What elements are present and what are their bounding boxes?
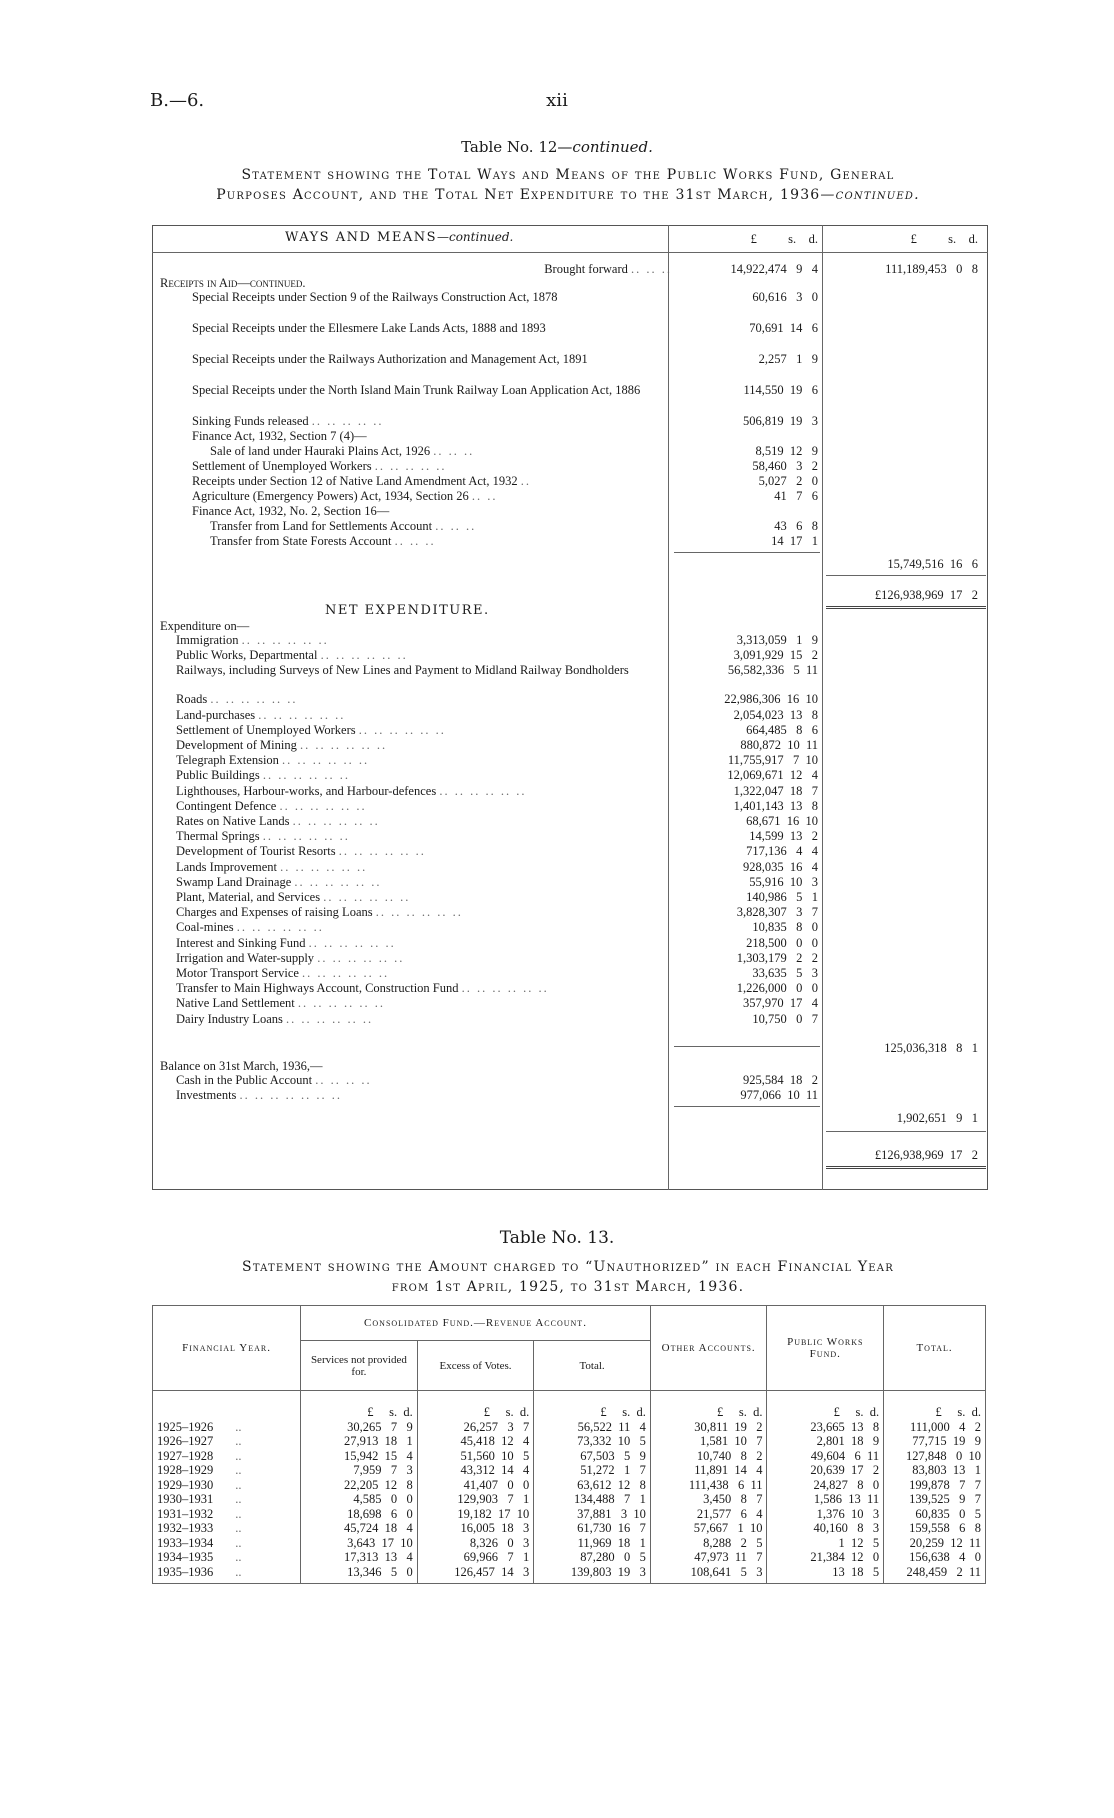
public-works-cell: 13 18 5	[767, 1565, 884, 1584]
receipt-label: Special Receipts under Section 9 of the Railways Construction Act, 1878	[192, 290, 558, 304]
total-cell: 156,638 4 0	[884, 1550, 986, 1565]
expenditure-amount: 55,916 10 3	[749, 874, 818, 889]
currency-header-col-2: £ s. d.	[910, 232, 978, 246]
year-text: 1935–1936	[157, 1564, 214, 1579]
expenditure-amount: 11,755,917 7 10	[727, 753, 818, 768]
grand-total-1-double-rule	[826, 606, 986, 609]
total-cell: 127,848 0 10	[884, 1449, 986, 1464]
expenditure-subtotal-rule	[674, 1046, 820, 1047]
table-row	[153, 1463, 986, 1478]
unit-cell: £ s. d.	[650, 1391, 767, 1420]
total-cell: 83,803 13 1	[884, 1463, 986, 1478]
expenditure-amount: 68,671 16 10	[746, 814, 818, 828]
table-12-divider-1	[668, 225, 669, 1190]
expenditure-amount: 22,986,306 16 10	[724, 692, 818, 707]
receipt-label: Finance Act, 1932, No. 2, Section 16—	[192, 504, 390, 518]
expenditure-label: Telegraph Extension .. .. .. .. .. ..	[176, 753, 370, 768]
document-reference: B.—6.	[150, 90, 205, 111]
excess-cell: 45,418 12 4	[417, 1434, 534, 1449]
col-other-accounts: Other Accounts.	[650, 1306, 767, 1391]
other-accounts-cell: 57,667 1 10	[650, 1521, 767, 1536]
public-works-cell: 1,376 10 3	[767, 1507, 884, 1522]
table-12-statement-line-2-text: Purposes Account, and the Total Net Expenditure to the 31st March, 1936	[216, 187, 821, 203]
year-cell: 1930–1931 ..	[153, 1492, 301, 1507]
receipt-label-text: Agriculture (Emergency Powers) Act, 1934, Section 26	[192, 489, 469, 503]
brought-forward-text: Brought forward	[544, 262, 628, 276]
expenditure-label-text: Native Land Settlement	[176, 996, 295, 1011]
year-text: 1934–1935	[157, 1550, 214, 1564]
services-cell: 22,205 12 8	[301, 1478, 418, 1493]
receipt-amount: 8,519 12 9	[755, 444, 818, 458]
table-12-header-rule	[152, 252, 988, 253]
other-accounts-cell: 1,581 10 7	[650, 1434, 767, 1449]
receipt-label-text: Settlement of Unemployed Workers	[192, 459, 372, 473]
table-row	[153, 1507, 986, 1522]
ways-and-means-heading	[285, 230, 513, 245]
receipt-amount: 2,257 1 9	[758, 352, 818, 366]
table-row	[153, 1478, 986, 1493]
expenditure-amount: 10,750 0 7	[752, 1011, 818, 1026]
expenditure-amount: 1,226,000 0 0	[736, 981, 818, 996]
total-cell: 199,878 7 7	[884, 1478, 986, 1493]
receipts-in-aid-heading: Receipts in Aid—continued.	[160, 276, 306, 290]
receipt-amount: 114,550 19 6	[743, 383, 818, 397]
table-row	[153, 1492, 986, 1507]
total-cf-cell: 37,881 3 10	[534, 1507, 651, 1522]
page-number: xii	[546, 90, 568, 111]
expenditure-label-text: Contingent Defence	[176, 798, 277, 813]
total-cf-cell: 61,730 16 7	[534, 1521, 651, 1536]
expenditure-amount: 218,500 0 0	[746, 935, 818, 950]
receipt-amount: 14 17 1	[771, 534, 818, 548]
balance-heading: Balance on 31st March, 1936,—	[160, 1059, 323, 1073]
other-accounts-cell: 11,891 14 4	[650, 1463, 767, 1478]
balance-subtotal-rule	[674, 1106, 820, 1107]
balance-amount: 925,584 18 2	[743, 1073, 818, 1087]
receipt-label: Settlement of Unemployed Workers .. .. .. .. ..	[192, 459, 447, 473]
other-accounts-cell: 47,973 11 7	[650, 1550, 767, 1565]
table-row	[153, 1521, 986, 1536]
year-text: 1932–1933	[157, 1521, 214, 1535]
expenditure-label: Lighthouses, Harbour-works, and Harbour-defences .. .. .. .. .. ..	[176, 783, 527, 798]
total-cf-cell: 134,488 7 1	[534, 1492, 651, 1507]
services-cell: 13,346 5 0	[301, 1565, 418, 1584]
excess-cell: 8,326 0 3	[417, 1536, 534, 1551]
grand-total-1: £126,938,969 17 2	[874, 588, 978, 602]
table-13-title: Table No. 13.	[499, 1228, 615, 1248]
expenditure-label-text: Dairy Industry Loans	[176, 1011, 283, 1026]
expenditure-amount: 14,599 13 2	[749, 829, 818, 844]
receipt-label: Transfer from State Forests Account .. .. ..	[210, 534, 436, 548]
expenditure-label: Land-purchases .. .. .. .. .. ..	[176, 707, 346, 722]
expenditure-label-text: Lands Improvement	[176, 859, 278, 874]
services-cell: 15,942 15 4	[301, 1449, 418, 1464]
expenditure-label: Charges and Expenses of raising Loans .. .. .. .. .. ..	[176, 905, 463, 920]
expenditure-label-text: Public Works, Departmental	[176, 648, 318, 663]
expenditure-amount: 10,835 8 0	[752, 920, 818, 935]
year-cell: 1931–1932 ..	[153, 1507, 301, 1522]
expenditure-label: Coal-mines .. .. .. .. .. ..	[176, 920, 324, 935]
excess-cell: 26,257 3 7	[417, 1420, 534, 1435]
year-text: 1930–1931	[157, 1492, 214, 1506]
total-cf-cell: 56,522 11 4	[534, 1420, 651, 1435]
receipt-label: Special Receipts under the Ellesmere Lake Lands Acts, 1888 and 1893	[192, 321, 546, 335]
public-works-cell: 40,160 8 3	[767, 1521, 884, 1536]
year-cell: 1932–1933 ..	[153, 1521, 301, 1536]
receipt-label: Agriculture (Emergency Powers) Act, 1934, Section 26 .. ..	[192, 489, 498, 503]
balance-total: 1,902,651 9 1	[896, 1111, 978, 1125]
balance-label: Investments .. .. .. .. .. .. ..	[176, 1088, 343, 1102]
expenditure-amount: 3,313,059 1 9	[736, 633, 818, 647]
year-cell: 1927–1928 ..	[153, 1449, 301, 1464]
year-cell: 1934–1935 ..	[153, 1550, 301, 1565]
other-accounts-cell: 10,740 8 2	[650, 1449, 767, 1464]
expenditure-label: Transfer to Main Highways Account, Construction Fund .. .. .. .. .. ..	[176, 981, 549, 996]
table-12-title	[0, 138, 1114, 156]
brought-forward-amount: 14,922,474 9 4	[730, 262, 818, 276]
total-cf-cell: 67,503 5 9	[534, 1449, 651, 1464]
table-12-statement-line-1: Statement showing the Total Ways and Means of the Public Works Fund, General	[241, 167, 895, 183]
expenditure-label: Settlement of Unemployed Workers .. .. .. .. .. ..	[176, 722, 446, 737]
excess-cell: 129,903 7 1	[417, 1492, 534, 1507]
expenditure-label: Motor Transport Service .. .. .. .. .. ..	[176, 966, 390, 980]
balance-label: Cash in the Public Account .. .. .. ..	[176, 1073, 372, 1087]
brought-forward-total: 111,189,453 0 8	[885, 262, 978, 276]
table-row	[153, 1434, 986, 1449]
receipt-amount: 506,819 19 3	[743, 414, 818, 428]
receipt-label-text: Sinking Funds released	[192, 414, 309, 428]
net-expenditure-heading: NET EXPENDITURE.	[325, 603, 490, 618]
expenditure-label-text: Rates on Native Lands	[176, 814, 290, 828]
table-13	[152, 1305, 986, 1584]
total-cell: 20,259 12 11	[884, 1536, 986, 1551]
balance-amount: 977,066 10 11	[740, 1088, 818, 1102]
expenditure-label-text: Motor Transport Service	[176, 966, 299, 980]
receipt-label: Receipts under Section 12 of Native Land Amendment Act, 1932 ..	[192, 474, 531, 488]
receipt-amount: 70,691 14 6	[749, 321, 818, 335]
expenditure-amount: 1,303,179 2 2	[736, 950, 818, 965]
year-text: 1931–1932	[157, 1506, 214, 1521]
other-accounts-cell: 8,288 2 5	[650, 1536, 767, 1551]
year-text: 1933–1934	[157, 1535, 214, 1550]
receipt-label: Finance Act, 1932, Section 7 (4)—	[192, 429, 367, 443]
unit-cell: £ s. d.	[534, 1391, 651, 1420]
expenditure-label-text: Land-purchases	[176, 707, 256, 722]
table-row	[153, 1550, 986, 1565]
expenditure-label: Rates on Native Lands .. .. .. .. .. ..	[176, 814, 380, 828]
excess-cell: 16,005 18 3	[417, 1521, 534, 1536]
excess-cell: 43,312 14 4	[417, 1463, 534, 1478]
receipt-amount: 41 7 6	[774, 489, 818, 503]
year-text: 1927–1928	[157, 1448, 214, 1463]
receipt-label: Special Receipts under the North Island Main Trunk Railway Loan Application Act, 1886	[192, 383, 641, 397]
receipt-amount: 60,616 3 0	[752, 290, 818, 304]
receipt-label-text: Receipts under Section 12 of Native Land Amendment Act, 1932	[192, 474, 518, 488]
table-12-statement-line-2	[148, 186, 988, 205]
expenditure-amount: 928,035 16 4	[743, 859, 818, 874]
col-total: Total.	[884, 1306, 986, 1391]
expenditure-label: Irrigation and Water-supply .. .. .. .. .. ..	[176, 950, 405, 965]
total-cf-cell: 63,612 12 8	[534, 1478, 651, 1493]
col-public-works-fund: Public Works Fund.	[767, 1306, 884, 1391]
table-12-title-text: Table No. 12	[461, 138, 558, 156]
unit-cell: £ s. d.	[884, 1391, 986, 1420]
year-text: 1925–1926	[157, 1419, 214, 1434]
expenditure-label-text: Immigration	[176, 633, 239, 647]
expenditure-label-text: Interest and Sinking Fund	[176, 935, 306, 950]
other-accounts-cell: 111,438 6 11	[650, 1478, 767, 1493]
expenditure-label-text: Public Buildings	[176, 768, 260, 783]
public-works-cell: 1,586 13 11	[767, 1492, 884, 1507]
col-consolidated-fund: Consolidated Fund.—Revenue Account.	[301, 1306, 651, 1341]
expenditure-amount: 1,401,143 13 8	[733, 798, 818, 813]
public-works-cell: 49,604 6 11	[767, 1449, 884, 1464]
expenditure-label-text: Thermal Springs	[176, 829, 260, 844]
ways-and-means-heading-text: WAYS AND MEANS	[285, 230, 437, 245]
expenditure-label-text: Roads	[176, 692, 208, 707]
unit-cell: £ s. d.	[301, 1391, 418, 1420]
unit-cell: £ s. d.	[767, 1391, 884, 1420]
receipt-label-text: Transfer from Land for Settlements Account	[210, 519, 433, 533]
total-cf-cell: 87,280 0 5	[534, 1550, 651, 1565]
table-13-statement-line-1: Statement showing the Amount charged to “Unauthorized” in each Financial Year	[242, 1259, 894, 1275]
receipt-label-text: Sale of land under Hauraki Plains Act, 1926	[210, 444, 431, 458]
table-12-statement-suffix: —continued.	[820, 187, 920, 203]
expenditure-label: Development of Tourist Resorts .. .. .. .. .. ..	[176, 844, 426, 859]
expenditure-amount: 357,970 17 4	[743, 996, 818, 1011]
expenditure-label-text: Development of Tourist Resorts	[176, 844, 336, 859]
services-cell: 30,265 7 9	[301, 1420, 418, 1435]
expenditure-label: Interest and Sinking Fund .. .. .. .. .. ..	[176, 935, 396, 950]
balance-label-text: Investments	[176, 1088, 237, 1102]
ways-and-means-heading-suffix: —continued.	[436, 230, 514, 244]
year-cell: 1933–1934 ..	[153, 1536, 301, 1551]
expenditure-label-text: Development of Mining	[176, 738, 297, 752]
expenditure-label-text: Railways, including Surveys of New Lines and Payment to Midland Railway Bondholders	[176, 663, 629, 678]
expenditure-label: Development of Mining .. .. .. .. .. ..	[176, 738, 388, 752]
grand-total-1-rule	[826, 575, 986, 576]
expenditure-on-label: Expenditure on—	[160, 619, 250, 633]
year-text: 1929–1930	[157, 1477, 214, 1492]
table-row	[153, 1420, 986, 1435]
expenditure-amount: 12,069,671 12 4	[727, 768, 818, 783]
year-cell: 1926–1927 ..	[153, 1434, 301, 1449]
brought-forward-label: Brought forward .. .. ..	[544, 262, 672, 276]
excess-cell: 19,182 17 10	[417, 1507, 534, 1522]
excess-cell: 126,457 14 3	[417, 1565, 534, 1584]
services-cell: 45,724 18 4	[301, 1521, 418, 1536]
receipts-subtotal-rule	[674, 552, 820, 553]
year-cell: 1925–1926 ..	[153, 1420, 301, 1435]
total-cell: 139,525 9 7	[884, 1492, 986, 1507]
year-cell: 1928–1929 ..	[153, 1463, 301, 1478]
col-services-not-provided: Services not provided for.	[301, 1341, 418, 1391]
expenditure-label-text: Transfer to Main Highways Account, Construction Fund	[176, 981, 459, 996]
services-cell: 18,698 6 0	[301, 1507, 418, 1522]
public-works-cell: 1 12 5	[767, 1536, 884, 1551]
public-works-cell: 2,801 18 9	[767, 1434, 884, 1449]
expenditure-label-text: Swamp Land Drainage	[176, 874, 292, 889]
expenditure-amount: 33,635 5 3	[752, 966, 818, 980]
year-cell: 1929–1930 ..	[153, 1478, 301, 1493]
services-cell: 7,959 7 3	[301, 1463, 418, 1478]
expenditure-amount: 3,091,929 15 2	[733, 648, 818, 663]
expenditure-label: Thermal Springs .. .. .. .. .. ..	[176, 829, 350, 844]
col-total-consolidated: Total.	[534, 1341, 651, 1391]
total-cf-cell: 51,272 1 7	[534, 1463, 651, 1478]
other-accounts-cell: 3,450 8 7	[650, 1492, 767, 1507]
year-cell: 1935–1936 ..	[153, 1565, 301, 1584]
currency-header-col-1: £ s. d.	[750, 232, 818, 246]
grand-total-2: £126,938,969 17 2	[874, 1148, 978, 1162]
public-works-cell: 21,384 12 0	[767, 1550, 884, 1565]
table-13-body	[153, 1391, 986, 1584]
year-text: 1928–1929	[157, 1463, 214, 1477]
expenditure-label: Lands Improvement .. .. .. .. .. ..	[176, 859, 368, 874]
expenditure-amount: 56,582,336 5 11	[727, 663, 818, 678]
total-cell: 248,459 2 11	[884, 1565, 986, 1584]
public-works-cell: 20,639 17 2	[767, 1463, 884, 1478]
expenditure-label: Roads .. .. .. .. .. ..	[176, 692, 298, 707]
other-accounts-cell: 30,811 19 2	[650, 1420, 767, 1435]
table-row	[153, 1565, 986, 1584]
total-cf-cell: 73,332 10 5	[534, 1434, 651, 1449]
total-cf-cell: 139,803 19 3	[534, 1565, 651, 1584]
grand-total-2-double-rule	[826, 1166, 986, 1169]
public-works-cell: 23,665 13 8	[767, 1420, 884, 1435]
services-cell: 4,585 0 0	[301, 1492, 418, 1507]
expenditure-amount: 3,828,307 3 7	[736, 905, 818, 920]
other-accounts-cell: 21,577 6 4	[650, 1507, 767, 1522]
unit-cell-blank	[153, 1391, 301, 1420]
public-works-cell: 24,827 8 0	[767, 1478, 884, 1493]
col-financial-year: Financial Year.	[153, 1306, 301, 1391]
expenditure-amount: 1,322,047 18 7	[733, 783, 818, 798]
receipt-label: Special Receipts under the Railways Authorization and Management Act, 1891	[192, 352, 588, 366]
expenditure-label-text: Charges and Expenses of raising Loans	[176, 905, 373, 920]
services-cell: 27,913 18 1	[301, 1434, 418, 1449]
balance-label-text: Cash in the Public Account	[176, 1073, 313, 1087]
receipt-label: Transfer from Land for Settlements Account .. .. ..	[210, 519, 477, 533]
receipts-total: 15,749,516 16 6	[887, 557, 978, 571]
expenditure-label: Public Buildings .. .. .. .. .. ..	[176, 768, 350, 783]
total-cf-cell: 11,969 18 1	[534, 1536, 651, 1551]
excess-cell: 51,560 10 5	[417, 1449, 534, 1464]
expenditure-label-text: Coal-mines	[176, 920, 234, 935]
table-12-title-suffix: —continued.	[557, 138, 653, 156]
expenditure-amount: 717,136 4 4	[746, 844, 818, 859]
grand-total-2-rule	[826, 1131, 986, 1132]
table-row	[153, 1449, 986, 1464]
receipt-label-text: Transfer from State Forests Account	[210, 534, 392, 548]
expenditure-label: Public Works, Departmental .. .. .. .. .. ..	[176, 648, 408, 663]
receipt-amount: 43 6 8	[774, 519, 818, 533]
receipt-amount: 5,027 2 0	[758, 474, 818, 488]
expenditure-label: Swamp Land Drainage .. .. .. .. .. ..	[176, 874, 382, 889]
table-row	[153, 1536, 986, 1551]
expenditure-amount: 2,054,023 13 8	[733, 707, 818, 722]
unit-row	[153, 1391, 986, 1420]
expenditure-amount: 880,872 10 11	[740, 738, 818, 752]
excess-cell: 69,966 7 1	[417, 1550, 534, 1565]
table-12-divider-2	[822, 225, 823, 1190]
services-cell: 17,313 13 4	[301, 1550, 418, 1565]
expenditure-label: Contingent Defence .. .. .. .. .. ..	[176, 798, 367, 813]
expenditure-label-text: Plant, Material, and Services	[176, 890, 321, 904]
expenditure-label: Dairy Industry Loans .. .. .. .. .. ..	[176, 1011, 374, 1026]
col-excess-of-votes: Excess of Votes.	[417, 1341, 534, 1391]
expenditure-amount: 664,485 8 6	[746, 722, 818, 737]
other-accounts-cell: 108,641 5 3	[650, 1565, 767, 1584]
expenditure-label: Immigration .. .. .. .. .. ..	[176, 633, 329, 647]
expenditure-label-text: Settlement of Unemployed Workers	[176, 722, 356, 737]
receipt-label: Sale of land under Hauraki Plains Act, 1926 .. .. ..	[210, 444, 475, 458]
total-cell: 77,715 19 9	[884, 1434, 986, 1449]
total-cell: 111,000 4 2	[884, 1420, 986, 1435]
receipt-label: Sinking Funds released .. .. .. .. ..	[192, 414, 384, 428]
expenditure-label: Native Land Settlement .. .. .. .. .. ..	[176, 996, 385, 1011]
total-cell: 60,835 0 5	[884, 1507, 986, 1522]
expenditure-label-text: Lighthouses, Harbour-works, and Harbour-defences	[176, 783, 437, 798]
expenditure-label	[176, 663, 658, 677]
expenditure-amount: 140,986 5 1	[746, 890, 818, 904]
year-text: 1926–1927	[157, 1434, 214, 1448]
unit-cell: £ s. d.	[417, 1391, 534, 1420]
expenditure-label-text: Telegraph Extension	[176, 753, 279, 768]
total-cell: 159,558 6 8	[884, 1521, 986, 1536]
excess-cell: 41,407 0 0	[417, 1478, 534, 1493]
table-13-statement-line-2: from 1st April, 1925, to 31st March, 1936.	[391, 1279, 745, 1295]
receipt-amount: 58,460 3 2	[752, 459, 818, 473]
expenditure-label-text: Irrigation and Water-supply	[176, 950, 315, 965]
services-cell: 3,643 17 10	[301, 1536, 418, 1551]
expenditure-label: Plant, Material, and Services .. .. .. .. .. ..	[176, 890, 411, 904]
expenditure-total: 125,036,318 8 1	[884, 1041, 978, 1055]
